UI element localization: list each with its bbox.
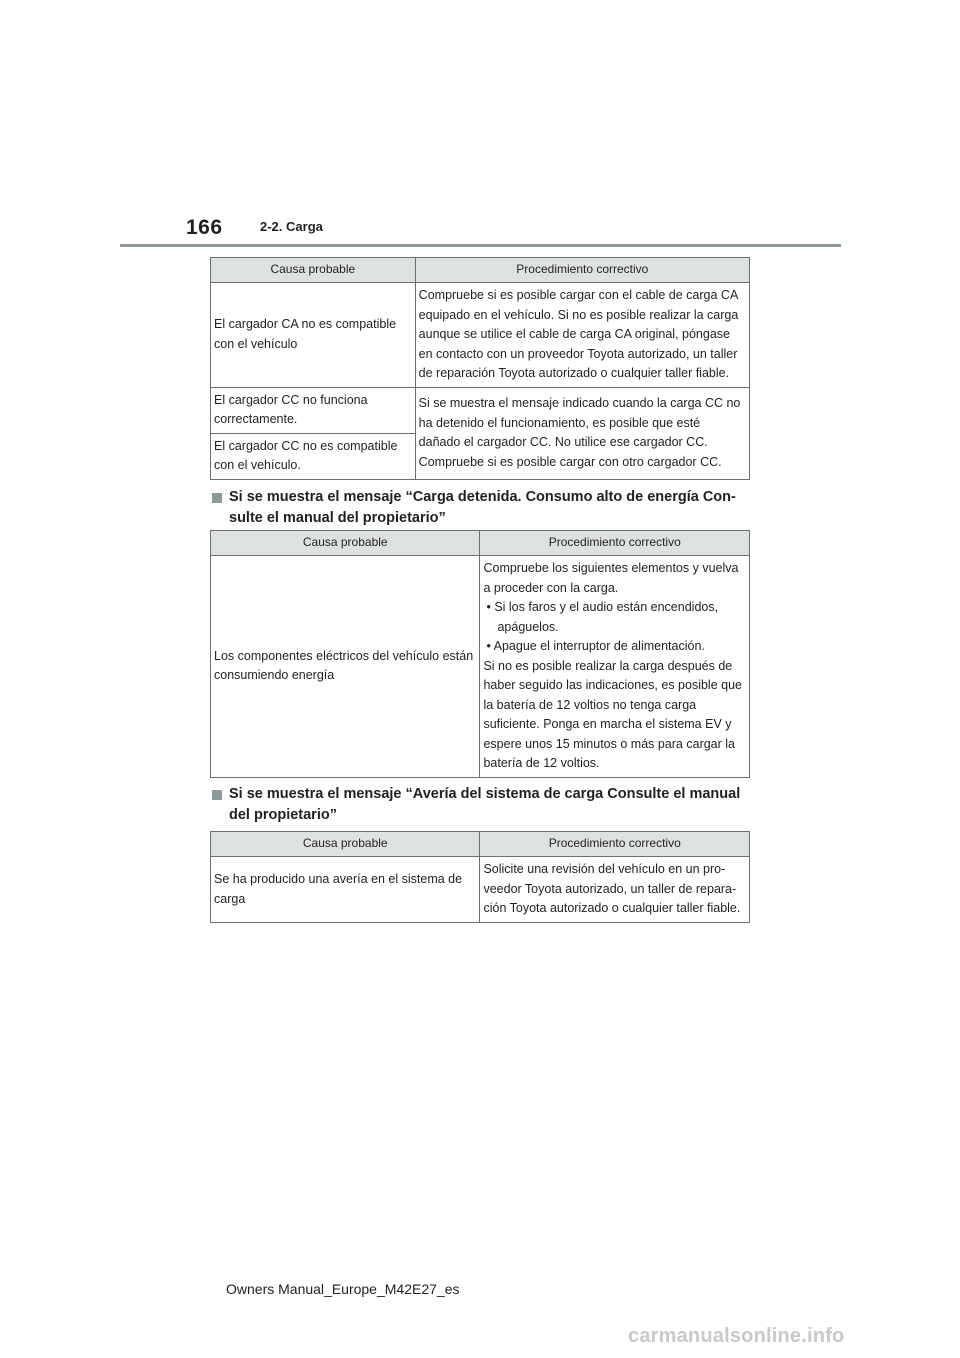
procedure-outro: Si no es posible realizar la carga después de haber seguido las indicaciones, es posible que la batería de 12 voltios no tenga carga suficiente. Ponga en marcha el sistema EV y espere unos 15 minutos o más para cargar la batería de 12 voltios. (483, 658, 742, 770)
procedure-cell: Solicite una revisión del vehículo en un pro-veedor Toyota autorizado, un taller de repara-ción Toyota autorizado o cualquier taller fiable. (480, 857, 750, 923)
table-header-row (211, 258, 750, 283)
heading-text: Si se muestra el mensaje “Avería del sistema de carga Consulte el manual del propietario” (229, 786, 741, 823)
square-bullet-icon (212, 790, 222, 800)
column-header-procedure: Procedimiento correctivo (480, 531, 750, 556)
column-header-cause: Causa probable (211, 832, 480, 857)
column-header-procedure: Procedimiento correctivo (480, 832, 750, 857)
procedure-intro: Compruebe los siguientes elementos y vuelva a proceder con la carga. (483, 561, 739, 595)
table-charging-fault (210, 831, 750, 923)
cause-cell: El cargador CC no es compatible con el vehículo. (211, 433, 416, 479)
section-title: 2-2. Carga (260, 219, 323, 234)
page-number: 166 (186, 216, 223, 239)
table-high-consumption (210, 530, 750, 778)
procedure-bullet: • Si los faros y el audio están encendidos, apáguelos. (486, 600, 719, 634)
column-header-cause: Causa probable (211, 531, 480, 556)
header-rule (120, 244, 841, 247)
procedure-cell: Si se muestra el mensaje indicado cuando la carga CC no ha detenido el funcionamiento, es posible que esté dañado el cargador CC. No utilice ese cargador CC. Compruebe si es posible cargar con otro cargador CC. (415, 387, 749, 479)
table-row (211, 556, 750, 778)
section-heading-charging-fault (212, 784, 752, 826)
heading-text: Si se muestra el mensaje “Carga detenida. Consumo alto de energía Con-sulte el manual del propietario” (229, 489, 736, 526)
watermark: carmanualsonline.info (628, 1325, 845, 1347)
cause-cell: Se ha producido una avería en el sistema de carga (211, 857, 480, 923)
procedure-bullet: • Apague el interruptor de alimentación. (486, 639, 705, 653)
procedure-cell: Compruebe si es posible cargar con el cable de carga CA equipado en el vehículo. Si no es posible realizar la carga aunque se utilice el cable de carga CA original, póngase en contacto con un proveedor Toyota autorizado, un taller de reparación Toyota autorizado o cualquier taller fiable. (415, 283, 749, 388)
table-header-row (211, 531, 750, 556)
footer-document-id: Owners Manual_Europe_M42E27_es (226, 1281, 460, 1297)
cause-cell: El cargador CC no funciona correctamente. (211, 387, 416, 433)
cause-cell: El cargador CA no es compatible con el vehículo (211, 283, 416, 388)
table-row (211, 387, 750, 433)
table-row (211, 857, 750, 923)
square-bullet-icon (212, 493, 222, 503)
table-row (211, 283, 750, 388)
table-charger-causes (210, 257, 750, 480)
procedure-cell (480, 556, 750, 778)
section-heading-high-consumption (212, 487, 752, 529)
table-header-row (211, 832, 750, 857)
cause-cell: Los componentes eléctricos del vehículo están consumiendo energía (211, 556, 480, 778)
column-header-procedure: Procedimiento correctivo (415, 258, 749, 283)
column-header-cause: Causa probable (211, 258, 416, 283)
